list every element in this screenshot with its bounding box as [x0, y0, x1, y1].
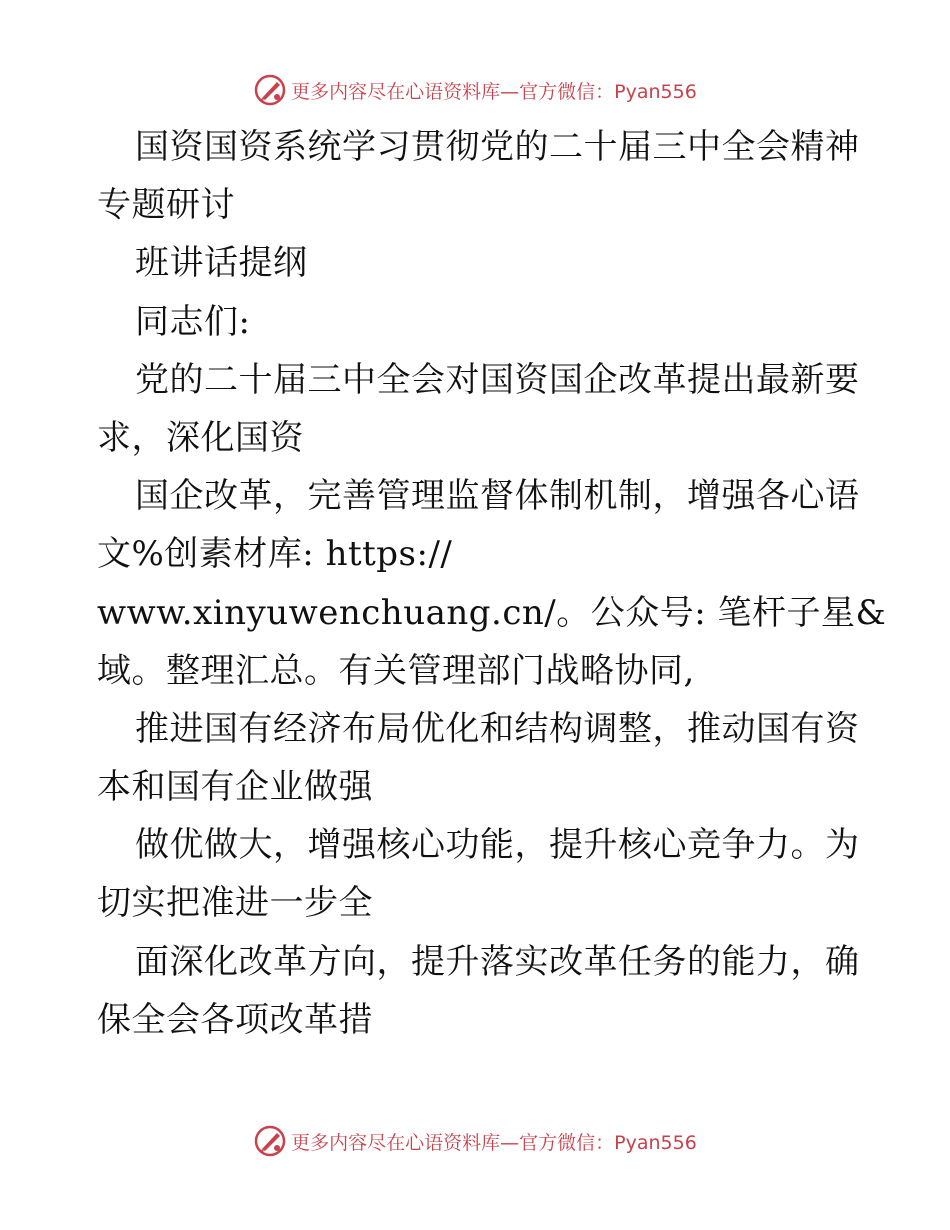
text-line: 推进国有经济布局优化和结构调整，推动国有资: [135, 708, 860, 749]
text-line: 面深化改革方向，提升落实改革任务的能力，确: [135, 941, 860, 982]
text-line: 国企改革，完善管理监督体制机制，增强各心语: [135, 476, 860, 517]
banner-text: 更多内容尽在心语资料库—官方微信：Pyan556: [291, 80, 697, 103]
text-line: 求，深化国资: [97, 417, 304, 458]
header-banner: [0, 72, 950, 108]
text-line: 做优做大，增强核心功能，提升核心竞争力。为: [135, 825, 860, 866]
text-line: 国资国资系统学习贯彻党的二十届三中全会精神: [135, 127, 860, 167]
document-body: [97, 118, 887, 1049]
text-line: 保全会各项改革措: [97, 999, 373, 1040]
text-line: www.xinyuwenchuang.cn/。公众号: 笔杆子星&: [97, 592, 887, 633]
text-line: 党的二十届三中全会对国资国企改革提出最新要: [135, 359, 860, 400]
quill-pen-logo-icon: [253, 73, 287, 107]
text-line: 专题研讨: [97, 185, 235, 226]
text-line: 文%创素材库: https://: [97, 534, 453, 575]
text-line: 同志们:: [135, 301, 251, 342]
text-line: 域。整理汇总。有关管理部门战略协同,: [97, 650, 695, 691]
quill-pen-logo-icon: [253, 1124, 287, 1158]
text-line: 班讲话提纲: [135, 243, 308, 284]
footer-banner: [0, 1123, 950, 1159]
banner-text: 更多内容尽在心语资料库—官方微信：Pyan556: [291, 1131, 697, 1154]
text-line: 本和国有企业做强: [97, 767, 373, 808]
text-line: 切实把准进一步全: [97, 883, 373, 924]
